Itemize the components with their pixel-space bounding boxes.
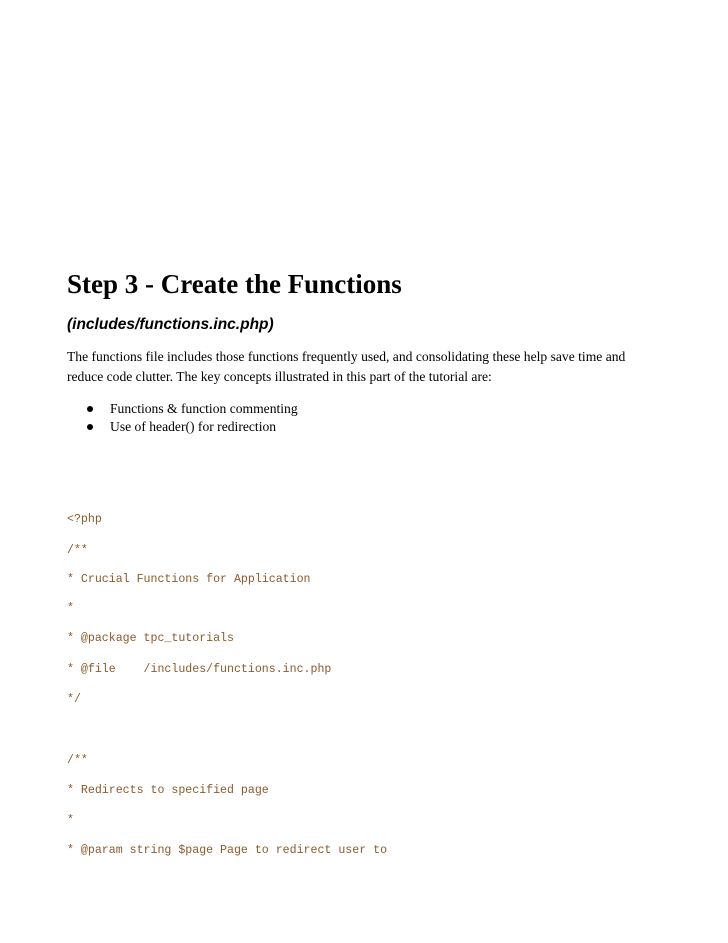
code-line: * Redirects to specified page bbox=[67, 784, 269, 797]
bullet-icon bbox=[87, 424, 93, 430]
intro-line: The functions file includes those functions frequently used, and consolidating these help save time and bbox=[67, 349, 626, 364]
intro-paragraph bbox=[67, 347, 667, 387]
code-line: */ bbox=[67, 693, 81, 706]
code-line: * bbox=[67, 814, 74, 827]
list-item bbox=[67, 400, 298, 418]
intro-line: reduce code clutter. The key concepts illustrated in this part of the tutorial are: bbox=[67, 369, 492, 384]
code-line: * @file /includes/functions.inc.php bbox=[67, 663, 332, 676]
code-line: /** bbox=[67, 754, 88, 767]
code-line: * @package tpc_tutorials bbox=[67, 632, 234, 645]
code-line: * Crucial Functions for Application bbox=[67, 573, 311, 586]
file-path-subheading: (includes/functions.inc.php) bbox=[67, 316, 274, 333]
bullet-icon bbox=[87, 406, 93, 412]
code-line: * @param string $page Page to redirect user to bbox=[67, 844, 388, 857]
code-line: * bbox=[67, 602, 74, 615]
list-item bbox=[67, 418, 298, 436]
section-heading: Step 3 - Create the Functions bbox=[67, 269, 402, 299]
list-item-text: Use of header() for redirection bbox=[110, 419, 277, 434]
code-line: /** bbox=[67, 544, 88, 557]
list-item-text: Functions & function commenting bbox=[110, 401, 298, 416]
code-line: <?php bbox=[67, 513, 102, 526]
key-concepts-list bbox=[67, 400, 298, 436]
